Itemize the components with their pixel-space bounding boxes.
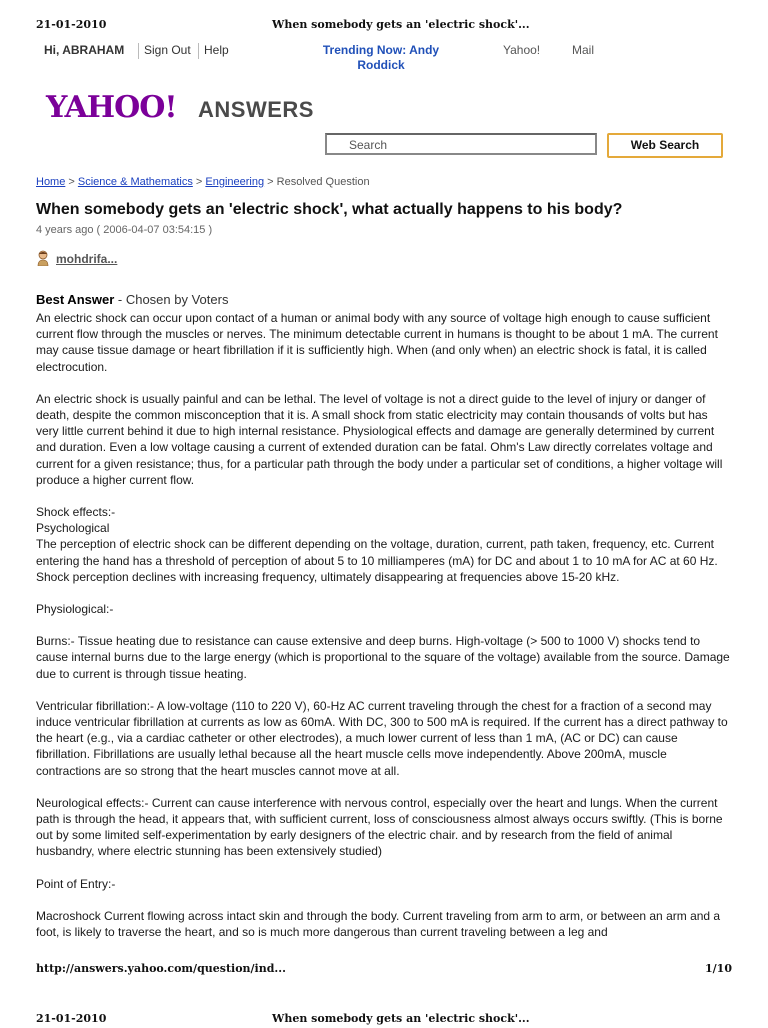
best-answer-label: Best Answer [36,292,115,307]
search-input[interactable]: Search [325,133,597,155]
sign-out-link[interactable]: Sign Out [144,43,191,57]
answer-paragraph: Point of Entry:- [36,876,116,891]
divider [198,43,199,59]
logo-answers-text: ANSWERS [198,97,314,122]
breadcrumb-engineering[interactable]: Engineering [205,176,265,188]
best-answer-heading [36,292,228,307]
print-date: 21-01-2010 [36,18,107,31]
print-footer [36,962,732,978]
help-link[interactable]: Help [204,43,229,57]
answer-paragraph: Ventricular fibrillation:- A low-voltage (110 to 220 V), 60-Hz AC current traveling through the chest for a fraction of a second may induce ventricular fibrillation at currents as low as 60mA. With DC, 300 to 500 mA is required. If the current has a direct pathway to the heart (e.g., via a cardiac catheter or other electrodes), a much lower current of less than 1 mA, (AC or DC) can cause fibrillation. Fibrillations are usually lethal because all the heart muscle cells move independently. Above 200mA, muscle contractions are so strong that the heart muscles cannot move at all. [36,698,728,778]
user-bar [44,43,744,77]
print-page-number: 1/10 [705,962,732,975]
answer-paragraph: An electric shock can occur upon contact of a human or animal body with any source of voltage high enough to cause sufficient current flow through the muscles or nerves. The minimum detectable current in humans is thought to be about 1 mA. The current may cause tissue damage or heart fibrillation if it is sufficiently high. When (and only when) an electric shock is fatal, it is called electrocution. [36,311,718,374]
best-answer-body [36,310,732,956]
logo-yahoo-text: YAHOO! [46,90,177,125]
answer-paragraph: Macroshock Current flowing across intact skin and through the body. Current traveling from arm to arm, or between an arm and a foot, is likely to traverse the heart, and so is much more dangerous than current traveling between a leg and [36,908,721,940]
breadcrumb-separator: > [192,176,206,188]
best-answer-subtitle: - Chosen by Voters [114,292,229,307]
breadcrumb-science[interactable]: Science & Mathematics [77,176,193,188]
answer-paragraph: Neurological effects:- Current can cause interference with nervous control, especially over the heart and lungs. When the current path is through the head, it appears that, with sufficient current, loss of consciousness almost always occurs swiftly. (This is borne out by some limited self-experimentation by early designers of the electric chair. and by research from the field of animal husbandry, where electric stunning has been extensively studied) [36,795,723,859]
breadcrumb-current: > Resolved Question [264,176,370,188]
answer-paragraph: Physiological:- [36,602,114,617]
print-header-next-page [36,1012,732,1028]
asker-name-link[interactable]: mohdrifa... [56,252,118,266]
breadcrumb-separator: > [65,176,78,188]
print-date: 21-01-2010 [36,1012,107,1025]
question-title: When somebody gets an 'electric shock', what actually happens to his body? [36,201,623,218]
mail-link[interactable]: Mail [572,43,595,57]
greeting: Hi, ABRAHAM [44,43,125,57]
answer-paragraph: Shock effects:- Psychological The perception of electric shock can be different depending on the voltage, duration, current, path taken, frequency, etc. Current entering the hand has a threshold of perception of about 5 to 10 milliamperes (mA) for DC and about 1 to 10 mA for AC at 60 Hz. Shock perception declines with increasing frequency, ultimately disappearing at frequencies above 15-20 kHz. [36,505,718,584]
print-url: http://answers.yahoo.com/question/ind... [36,962,286,975]
answer-paragraph: An electric shock is usually painful and can be lethal. The level of voltage is not a direct guide to the level of injury or danger of death, despite the common misconception that it is. A small shock from static electricity may contain thousands of volts but has very little current behind it due to high internal resistance. Physiological effects and damage are generally determined by current and duration. Even a low voltage causing a current of extended duration can be fatal. Ohm's Law directly correlates voltage and current for a given resistance; thus, for a particular path through the body under a particular set of conditions, a higher voltage will produce a higher current flow. [36,391,723,487]
question-timestamp: 4 years ago ( 2006-04-07 03:54:15 ) [36,224,213,236]
divider [138,43,139,59]
breadcrumb [36,176,370,188]
answer-paragraph: Burns:- Tissue heating due to resistance can cause extensive and deep burns. High-voltage (> 500 to 1000 V) shocks tend to cause internal burns due to the large energy (which is proportional to the square of the voltage) available from the source. Damage due to current is through tissue heating. [36,634,730,681]
yahoo-link[interactable]: Yahoo! [503,43,541,57]
print-title: When somebody gets an 'electric shock'... [272,1012,530,1025]
breadcrumb-home[interactable]: Home [36,176,66,188]
print-title: When somebody gets an 'electric shock'... [272,18,530,31]
avatar-icon [36,250,50,266]
trending-link[interactable]: Trending Now: Andy Roddick [322,43,440,72]
print-header [36,18,732,34]
web-search-button[interactable]: Web Search [607,133,723,158]
